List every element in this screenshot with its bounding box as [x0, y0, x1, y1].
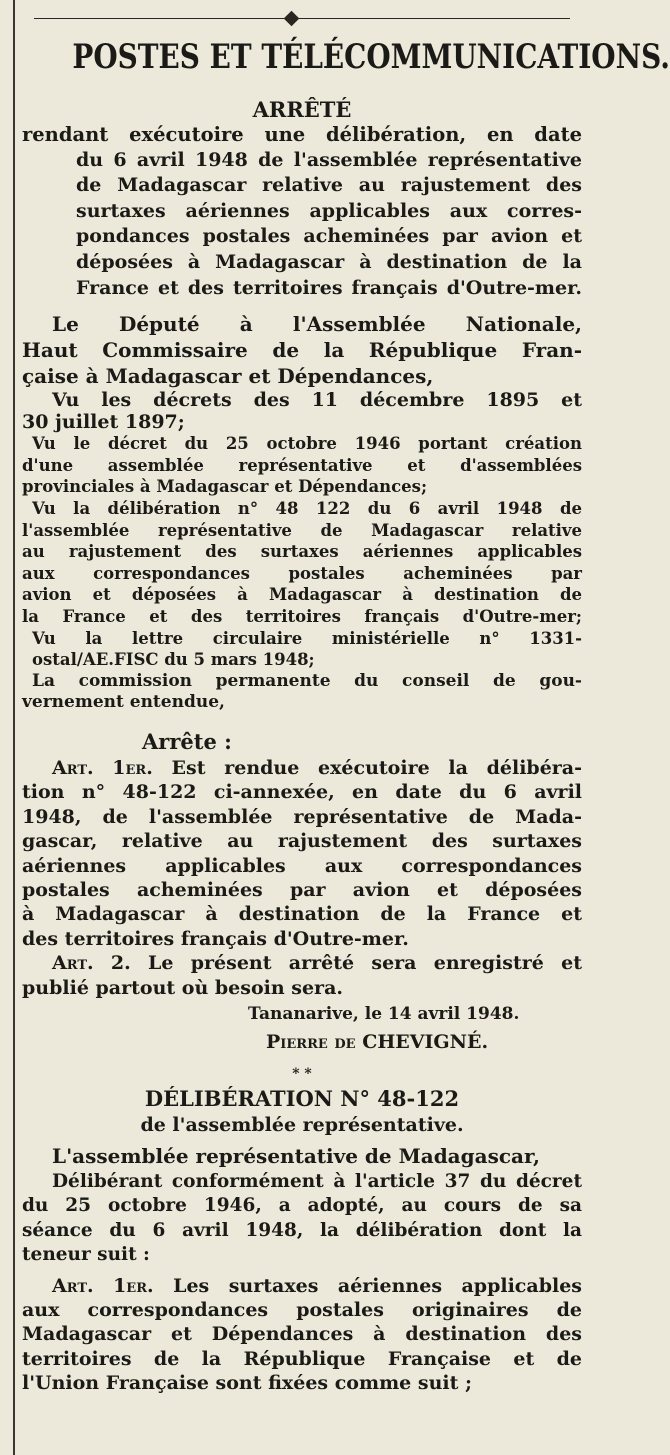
asterism-separator: * *	[292, 1065, 312, 1082]
visa-line: 30 juillet 1897;	[22, 411, 185, 434]
preamble-line: teneur suit :	[22, 1244, 150, 1266]
deliberation-subheading: de l'assemblée représentative.	[140, 1113, 464, 1136]
article-line	[22, 951, 582, 975]
visa-line: Vu les décrets des 11 décembre 1895 et	[52, 389, 582, 412]
visa-line: ostal/AE.FISC du 5 mars 1948;	[32, 650, 315, 670]
article-line: Madagascar et Dépendances à destination des	[22, 1323, 582, 1346]
subject-line: rendant exécutoire une délibération, en date	[22, 123, 582, 146]
subject-line: surtaxes aériennes applicables aux corres-	[76, 199, 582, 222]
deliberation-heading: DÉLIBÉRATION N° 48-122	[144, 1085, 460, 1111]
intro-line: L'assemblée représentative de Madagascar,	[52, 1143, 541, 1168]
left-column-rule	[13, 0, 15, 1455]
visa-line: aux correspondances postales acheminées par	[22, 563, 582, 583]
article-label: Art. 1er.	[52, 1274, 154, 1297]
preamble-line: séance du 6 avril 1948, la délibération dont la	[22, 1219, 582, 1241]
article-text: Les surtaxes aériennes applicables	[153, 1274, 582, 1297]
authority-line: çaise à Madagascar et Dépendances,	[22, 364, 434, 389]
article-line: 1948, de l'assemblée représentative de Mada-	[22, 805, 582, 828]
deliberation-article-1	[22, 1274, 582, 1396]
signature-block	[22, 1000, 582, 1056]
article-text: Le présent arrêté sera enregistré et	[130, 952, 582, 975]
newspaper-column	[22, 0, 670, 1396]
deliberation-intro	[22, 1142, 582, 1170]
article-line: gascar, relative au rajustement des surtaxes	[22, 830, 582, 853]
visa-circular-letter	[22, 628, 582, 671]
article-line	[22, 756, 582, 780]
article-line: à Madagascar à destination de la France et	[22, 903, 582, 926]
authority-block	[22, 311, 582, 389]
article-line: postales acheminées par avion et déposées	[22, 878, 582, 901]
article-line: tion n° 48-122 ci-annexée, en date du 6 avril	[22, 781, 582, 804]
visa-line: au rajustement des surtaxes aériennes applicables	[22, 542, 582, 562]
article-line: aux correspondances postales originaires de	[22, 1298, 582, 1321]
authority-line: Le Député à l'Assemblée Nationale,	[52, 312, 582, 337]
visa-line: avion et déposées à Madagascar à destination de	[22, 585, 582, 605]
visa-line: l'assemblée représentative de Madagascar relative	[22, 520, 582, 540]
visa-line: Vu la lettre circulaire ministérielle n° 1331-	[32, 628, 582, 648]
arrete-article-1	[22, 756, 582, 951]
visa-line: la France et des territoires français d'Outre-mer;	[22, 606, 582, 626]
article-line: l'Union Française sont fixées comme suit ;	[22, 1372, 473, 1395]
section-title: POSTES ET TÉLÉCOMMUNICATIONS.	[72, 37, 670, 77]
visa-line: Vu le décret du 25 octobre 1946 portant création	[32, 434, 582, 454]
visa-line: vernement entendue,	[22, 692, 225, 713]
article-line: territoires de la République Française et de	[22, 1347, 582, 1370]
ornament-line	[34, 18, 570, 19]
visa-commission	[22, 671, 582, 714]
visa-deliberation	[22, 498, 582, 628]
subject-line: pondances postales acheminées par avion et	[76, 225, 582, 248]
top-ornament-rule	[22, 0, 582, 26]
preamble-line: Délibérant conformément à l'article 37 du décret	[52, 1170, 582, 1192]
subject-line: déposées à Madagascar à destination de la	[76, 250, 582, 273]
authority-line: Haut Commissaire de la République Fran-	[22, 338, 582, 363]
visa-line: d'une assemblée représentative et d'assemblées	[22, 455, 582, 475]
visa-line: provinciales à Madagascar et Dépendances;	[22, 477, 428, 497]
visa-line: Vu la délibération n° 48 122 du 6 avril 1948 de	[32, 498, 582, 518]
subject-line: de Madagascar relative au rajustement des	[76, 174, 582, 197]
arrete-subject	[22, 122, 582, 301]
article-label: Art. 1er.	[52, 756, 153, 779]
arrete-heading: ARRÊTÉ	[252, 97, 352, 122]
subject-line: France et des territoires français d'Outre-mer.	[76, 276, 582, 299]
decision-heading: Arrête :	[142, 728, 232, 754]
visa-decrees	[22, 389, 582, 433]
article-line: des territoires français d'Outre-mer.	[22, 927, 409, 950]
deliberation-preamble	[22, 1170, 582, 1268]
article-label: Art. 2.	[52, 952, 131, 975]
visa-decree-1946	[22, 433, 582, 498]
article-line: publié partout où besoin sera.	[22, 976, 343, 999]
article-text: Est rendue exécutoire la délibéra-	[152, 756, 582, 779]
signature-place-date: Tananarive, le 14 avril 1948.	[248, 1003, 520, 1024]
subject-line: du 6 avril 1948 de l'assemblée représentative	[76, 148, 582, 171]
arrete-article-2	[22, 951, 582, 1000]
signature-name: Pierre de CHEVIGNÉ.	[266, 1030, 489, 1053]
diamond-ornament-icon	[284, 11, 300, 27]
article-line: aériennes applicables aux correspondances	[22, 854, 582, 877]
preamble-line: du 25 octobre 1946, a adopté, au cours de sa	[22, 1195, 582, 1217]
article-line	[22, 1274, 582, 1298]
visa-line: La commission permanente du conseil de gou-	[32, 670, 582, 691]
